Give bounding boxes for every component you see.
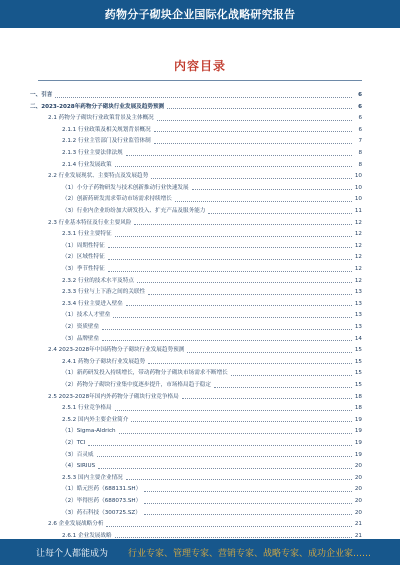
- toc-entry-label: （3）品牌壁垒: [62, 335, 100, 342]
- toc-leader-dots: [55, 97, 352, 98]
- toc-divider: [38, 80, 362, 81]
- toc-entry-label: 2.1.4 行业发展政策: [62, 161, 112, 168]
- toc-entry-page: 10: [354, 184, 362, 191]
- toc-entry-page: 19: [354, 428, 362, 435]
- toc-entry[interactable]: [62, 380, 362, 390]
- toc-entry[interactable]: [62, 276, 362, 286]
- toc-entry-label: （2）毕得医药（688073.SH）: [62, 498, 142, 504]
- toc-entry[interactable]: [62, 450, 362, 460]
- toc-entry-label: （2）药物分子砌块行业集中度逐步提升，市场格局趋于稳定: [62, 382, 211, 388]
- toc-leader-dots: [115, 236, 352, 237]
- toc-entry-page: 13: [354, 312, 362, 319]
- toc-entry[interactable]: [48, 392, 362, 402]
- toc-entry-page: 11: [354, 208, 362, 214]
- toc-leader-dots: [144, 491, 352, 492]
- toc-entry-page: 12: [354, 219, 362, 226]
- toc-entry-label: （1）Sigma-Aldrich: [62, 428, 116, 435]
- toc-entry-page: 10: [354, 196, 362, 203]
- toc-leader-dots: [157, 120, 352, 121]
- toc-leader-dots: [192, 189, 352, 190]
- toc-leader-dots: [208, 213, 352, 214]
- report-header-bar: [0, 0, 400, 28]
- toc-entry-page: 20: [354, 474, 362, 481]
- toc-leader-dots: [167, 108, 352, 109]
- toc-leader-dots: [137, 282, 352, 283]
- toc-entry-page: 18: [354, 393, 362, 400]
- toc-entry-label: 2.2 行业发展现状、主要特点及发展趋势: [48, 173, 149, 180]
- toc-entry-page: 6: [358, 126, 362, 133]
- toc-entry-label: （3）行业内企业纷纷加大研发投入、扩充产品及服务能力: [62, 208, 206, 214]
- toc-entry-label: 2.1.3 行业主要法律法规: [62, 150, 123, 156]
- toc-entry[interactable]: [62, 426, 362, 436]
- toc-entry-page: 6: [358, 103, 362, 110]
- toc-leader-dots: [108, 247, 352, 248]
- toc-entry-page: 13: [354, 300, 362, 307]
- toc-leader-dots: [148, 294, 352, 295]
- toc-entry-label: 2.4 2023-2028年中国药物分子砌块行业发展趋势预测: [48, 347, 185, 354]
- toc-entry-page: 15: [354, 370, 362, 377]
- toc-leader-dots: [113, 317, 352, 318]
- toc-entry-page: 12: [354, 231, 362, 238]
- toc-entry[interactable]: [62, 357, 362, 367]
- toc-leader-dots: [102, 329, 352, 330]
- toc-title: 内容目录: [173, 59, 226, 73]
- toc-entry-label: （3）季节性特征: [62, 266, 105, 272]
- toc-entry-page: 12: [354, 277, 362, 284]
- toc-entry[interactable]: [62, 415, 362, 425]
- toc-entry[interactable]: [62, 264, 362, 274]
- toc-entry-page: 15: [354, 382, 362, 388]
- toc-leader-dots: [88, 445, 352, 446]
- toc-leader-dots: [187, 352, 352, 353]
- toc-entry-page: 20: [354, 498, 362, 504]
- toc-entry-page: 7: [358, 138, 362, 145]
- toc-entry-label: 2.3.2 行业的技术水平及特点: [62, 277, 134, 284]
- toc-entry-page: 20: [354, 486, 362, 493]
- toc-entry-page: 19: [354, 416, 362, 423]
- toc-leader-dots: [119, 433, 352, 434]
- toc-leader-dots: [154, 143, 352, 144]
- toc-entry[interactable]: [48, 345, 362, 355]
- toc-entry-label: （2）区域性特征: [62, 254, 105, 261]
- toc-leader-dots: [144, 514, 352, 515]
- toc-leader-dots: [144, 503, 352, 504]
- toc-entry[interactable]: [48, 113, 362, 123]
- toc-entry[interactable]: [62, 125, 362, 135]
- toc-entry[interactable]: [62, 287, 362, 297]
- toc-leader-dots: [148, 363, 352, 364]
- toc-leader-dots: [131, 421, 352, 422]
- toc-entry-label: （1）新药研发投入持续增长，带动药物分子砌块市场需求不断增长: [62, 370, 228, 377]
- toc-entry[interactable]: [62, 148, 362, 158]
- toc-entry[interactable]: [62, 334, 362, 344]
- toc-entry[interactable]: [62, 368, 362, 378]
- toc-entry[interactable]: [62, 461, 362, 471]
- toc-entry-label: 一、引言: [30, 92, 53, 98]
- table-of-contents: [0, 90, 400, 544]
- toc-entry-page: 6: [358, 92, 362, 98]
- toc-leader-dots: [102, 340, 352, 341]
- toc-entry-page: 20: [354, 463, 362, 470]
- toc-leader-dots: [126, 155, 352, 156]
- toc-entry[interactable]: [62, 299, 362, 309]
- toc-entry-label: 2.1.1 行业政策及相关规划背景概况: [62, 126, 151, 133]
- toc-leader-dots: [108, 259, 352, 260]
- toc-entry-page: 13: [354, 289, 362, 296]
- toc-entry-label: 2.4.1 药物分子砌块行业发展趋势: [62, 358, 146, 365]
- toc-entry-page: 15: [354, 347, 362, 354]
- toc-entry[interactable]: [30, 102, 362, 112]
- toc-entry-page: 10: [354, 173, 362, 180]
- toc-entry-label: 2.3 行业基本特征及行业主要风险: [48, 219, 132, 226]
- toc-entry-page: 18: [354, 405, 362, 412]
- toc-leader-dots: [154, 131, 352, 132]
- toc-entry[interactable]: [62, 310, 362, 320]
- toc-entry-page: 13: [354, 324, 362, 330]
- toc-entry-label: 2.1.2 行业主管部门及行业监管体制: [62, 138, 151, 145]
- toc-entry-label: 2.6 企业发展战略分析: [48, 521, 104, 528]
- toc-entry-label: 2.1 药物分子砌块行业政策背景及主体概况: [48, 115, 154, 122]
- toc-entry[interactable]: [48, 519, 362, 529]
- toc-entry[interactable]: [62, 206, 362, 216]
- toc-entry-label: 2.5 2023-2028年国内外药物分子砌块行业竞争格局: [48, 393, 179, 400]
- toc-leader-dots: [108, 271, 352, 272]
- toc-entry-label: （4）SIRIUS: [62, 463, 96, 470]
- toc-leader-dots: [98, 468, 352, 469]
- toc-entry-page: 20: [354, 509, 362, 516]
- toc-entry[interactable]: [62, 252, 362, 262]
- toc-entry[interactable]: [62, 496, 362, 506]
- toc-leader-dots: [106, 526, 352, 527]
- toc-entry[interactable]: [62, 403, 362, 413]
- toc-entry-page: 12: [354, 266, 362, 272]
- toc-entry-page: 21: [354, 521, 362, 528]
- toc-entry[interactable]: [62, 183, 362, 193]
- toc-entry[interactable]: [62, 322, 362, 332]
- toc-entry[interactable]: [62, 194, 362, 204]
- toc-entry-label: 二、2023-2028年药物分子砌块行业发展及趋势预测: [30, 103, 165, 110]
- toc-leader-dots: [126, 305, 352, 306]
- toc-entry-label: 2.3.3 行业与上下游之间的关联性: [62, 289, 146, 296]
- toc-leader-dots: [151, 178, 352, 179]
- toc-entry-label: （2）TCI: [62, 440, 86, 446]
- toc-entry-label: （2）创新药研发需求带动市场需求持续增长: [62, 196, 172, 203]
- toc-entry-label: （2）资质壁垒: [62, 324, 100, 330]
- toc-entry[interactable]: [48, 218, 362, 228]
- toc-entry-page: 8: [358, 150, 362, 156]
- toc-entry-label: （3）药石科技（300725.SZ）: [62, 509, 141, 516]
- toc-entry-page: 6: [358, 115, 362, 122]
- toc-entry-page: 12: [354, 242, 362, 249]
- toc-entry-label: 2.6.1 企业发展战略: [62, 532, 112, 539]
- toc-entry-page: 8: [358, 161, 362, 168]
- footer-slogan-left: 让每个人都能成为: [36, 549, 109, 559]
- toc-entry[interactable]: [62, 229, 362, 239]
- toc-leader-dots: [175, 201, 352, 202]
- footer-bar: [0, 539, 400, 565]
- footer-slogan-right: 行业专家、管理专家、营销专家、战略专家、成功企业家……: [128, 549, 372, 559]
- toc-entry-label: （1）技术人才壁垒: [62, 312, 111, 319]
- toc-entry[interactable]: [62, 160, 362, 170]
- toc-entry-label: （3）百灵威: [62, 451, 94, 458]
- toc-leader-dots: [126, 479, 352, 480]
- toc-entry-label: 2.3.1 行业主要特征: [62, 231, 112, 238]
- toc-entry-page: 19: [354, 440, 362, 446]
- toc-leader-dots: [115, 410, 352, 411]
- toc-entry-page: 14: [354, 335, 362, 342]
- toc-entry-page: 19: [354, 451, 362, 458]
- toc-leader-dots: [214, 387, 352, 388]
- toc-leader-dots: [115, 166, 352, 167]
- toc-entry[interactable]: [48, 171, 362, 181]
- toc-entry-page: 21: [354, 532, 362, 539]
- toc-entry[interactable]: [62, 241, 362, 251]
- toc-entry[interactable]: [62, 484, 362, 494]
- toc-entry[interactable]: [62, 438, 362, 448]
- toc-entry[interactable]: [30, 90, 362, 100]
- toc-entry-label: 2.5.1 行业竞争格局: [62, 405, 112, 412]
- toc-entry-label: （1）周期性特征: [62, 242, 105, 249]
- toc-leader-dots: [182, 398, 352, 399]
- toc-leader-dots: [97, 456, 352, 457]
- toc-entry-page: 12: [354, 254, 362, 261]
- toc-entry[interactable]: [62, 136, 362, 146]
- toc-entry-label: （1）小分子药物研发与技术创新推动行业快速发展: [62, 184, 189, 191]
- toc-entry[interactable]: [62, 508, 362, 518]
- toc-entry-label: 2.5.3 国内主要企业情况: [62, 474, 123, 481]
- toc-entry-label: 2.5.2 国内外主要企业简介: [62, 416, 129, 423]
- toc-entry[interactable]: [62, 473, 362, 483]
- toc-entry-label: 2.3.4 行业主要进入壁垒: [62, 300, 123, 307]
- toc-leader-dots: [134, 224, 352, 225]
- toc-entry-label: （1）皓元医药（688131.SH）: [62, 486, 142, 493]
- toc-entry-page: 15: [354, 358, 362, 365]
- toc-leader-dots: [231, 375, 352, 376]
- report-title: 药物分子砌块企业国际化战略研究报告: [104, 8, 296, 21]
